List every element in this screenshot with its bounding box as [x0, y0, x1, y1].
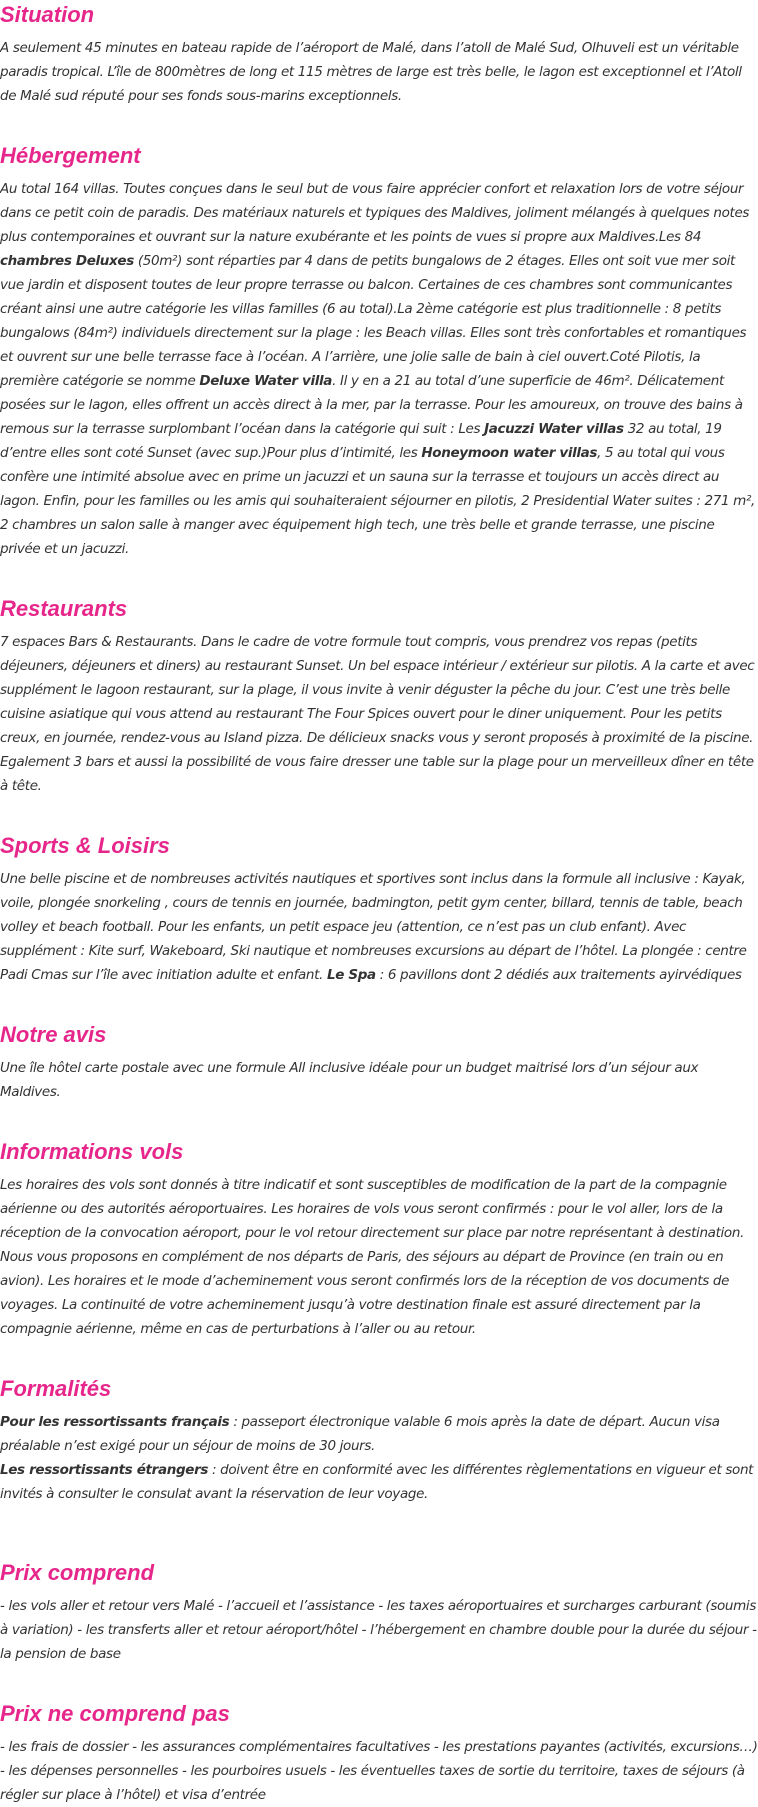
text-formalites-etrangers — [0, 1458, 758, 1506]
text-informations-vols: Les horaires des vols sont donnés à titre indicatif et sont susceptibles de modification de la part de la compagnie aérienne ou des autorités aéroportuaires. Les horaires de vols vous seront confirmés : pour le vol aller, lors de la réception de la convocation aéroport, pour le vol retour directement sur place par notre représentant à destination. Nous vous proposons en complément de nos départs de Paris, des séjours au départ de Province (en train ou en avion). Les horaires et le mode d’acheminement vous seront confirmés lors de la réception de vos documents de voyages. La continuité de votre acheminement jusqu’à votre destination finale est assuré directement par la compagnie aérienne, même en cas de perturbations à l’aller ou au retour. — [0, 1177, 744, 1337]
text-hebergement-bold-jacuzzi: Jacuzzi Water villas — [484, 421, 624, 437]
section-hebergement — [0, 141, 758, 561]
heading-hebergement: Hébergement — [0, 143, 141, 168]
text-sports-part1: Une belle piscine et de nombreuses activités nautiques et sportives sont inclus dans la formule all inclusive : Kayak, voile, plongée snorkeling , cours de tennis en journée, badmington, petit gym center, billard, tennis de table, beach volley et beach football. Pour les enfants, un petit espace jeu (attention, ce n’est pas un club enfant). Avec supplément : Kite surf, Wakeboard, Ski nautique et nombreuses excursions au départ de l’hôtel. La plongée : centre Padi Cmas sur l’île avec initiation adulte et enfant. — [0, 871, 747, 983]
heading-prix-comprend: Prix comprend — [0, 1560, 155, 1585]
heading-notre-avis: Notre avis — [0, 1022, 107, 1047]
text-formalites-bold-etrangers: Les ressortissants étrangers — [0, 1462, 209, 1478]
text-hebergement-part5: , 5 au total qui vous confère une intimité absolue avec en prime un jacuzzi et un sauna sur la terrasse et toujours un accès direct au lagon. Enfin, pour les familles ou les amis qui souhaiteraient séjourner en pilotis, 2 Presidential Water suites : 271 m², 2 chambres un salon salle à manger avec équipement high tech, une très belle et grande terrasse, une piscine privée et un jacuzzi. — [0, 445, 755, 557]
heading-restaurants: Restaurants — [0, 596, 128, 621]
text-sports-bold-spa: Le Spa — [326, 967, 376, 983]
text-hebergement-part3: . Il y en a 21 au total d’une superficie de 46m². Délicatement posées sur le lagon, elles offrent un accès direct à la mer, par la terrasse. Pour les amoureux, on trouve des bains à remous sur la terrasse surplombant l’océan dans la catégorie qui suit : Les — [0, 373, 743, 437]
text-formalites-part1: : passeport électronique valable 6 mois après la date de départ. Aucun visa préalable n’est exigé pour un séjour de moins de 30 jours. — [0, 1414, 720, 1454]
text-hebergement-part1: Au total 164 villas. Toutes conçues dans le seul but de vous faire apprécier confort et relaxation lors de votre séjour dans ce petit coin de paradis. Des matériaux naturels et typiques des Maldives, joliment mélangés à quelques notes plus contemporaines et ouvrant sur la nature exubérante et les points de vues si propre aux Maldives.Les 84 — [0, 181, 750, 245]
text-hebergement — [0, 177, 758, 561]
text-hebergement-bold-chambres: chambres Deluxes — [0, 253, 134, 269]
text-formalites-francais — [0, 1410, 758, 1458]
text-notre-avis: Une île hôtel carte postale avec une formule All inclusive idéale pour un budget maitrisé lors d’un séjour aux Maldives. — [0, 1060, 699, 1100]
text-hebergement-part2: (50m²) sont réparties par 4 dans de petits bungalows de 2 étages. Elles ont soit vue mer soit vue jardin et disposent toutes de leur propre terrasse ou balcon. Certaines de ces chambres sont communicantes créant ainsi une autre catégorie les villas familles (6 au total).La 2ème catégorie est plus traditionnelle : 8 petits bungalows (84m²) individuels directement sur la plage : les Beach villas. Elles sont très confortables et romantiques et ouvrent sur une belle terrasse face à l’océan. A l’arrière, une jolie salle de bain à ciel ouvert.Coté Pilotis, la première catégorie se nomme — [0, 253, 747, 389]
section-informations-vols — [0, 1137, 758, 1341]
section-restaurants — [0, 594, 758, 798]
heading-formalites: Formalités — [0, 1376, 112, 1401]
heading-sports-loisirs: Sports & Loisirs — [0, 833, 170, 858]
text-situation: A seulement 45 minutes en bateau rapide de l’aéroport de Malé, dans l’atoll de Malé Sud, Olhuveli est un véritable paradis tropical. L’île de 800mètres de long et 115 mètres de large est très belle, le lagon est exceptionnel et l’Atoll de Malé sud réputé pour ses fonds sous-marins exceptionnels. — [0, 40, 742, 104]
text-hebergement-bold-deluxe-water: Deluxe Water villa — [199, 373, 333, 389]
section-sports-loisirs — [0, 831, 758, 987]
text-restaurants: 7 espaces Bars & Restaurants. Dans le cadre de votre formule tout compris, vous prendrez vos repas (petits déjeuners, déjeuners et diners) au restaurant Sunset. Un bel espace intérieur / extérieur sur pilotis. A la carte et avec supplément le lagoon restaurant, sur la plage, il vous invite à venir déguster la pêche du jour. C’est une très belle cuisine asiatique qui vous attend au restaurant The Four Spices ouvert pour le diner uniquement. Pour les petits creux, en journée, rendez-vous au Island pizza. De délicieux snacks vous y seront proposés à proximité de la piscine. Egalement 3 bars et aussi la possibilité de vous faire dresser une table sur la plage pour un merveilleux dîner en tête à tête. — [0, 634, 755, 794]
section-prix-ne-comprend-pas — [0, 1699, 758, 1807]
text-formalites-bold-francais: Pour les ressortissants français — [0, 1414, 230, 1430]
text-sports-part2: : 6 pavillons dont 2 dédiés aux traitements ayirvédiques — [375, 967, 742, 983]
section-prix-comprend — [0, 1558, 758, 1666]
section-formalites — [0, 1374, 758, 1506]
heading-situation: Situation — [0, 2, 95, 27]
text-prix-comprend: - les vols aller et retour vers Malé - l’accueil et l’assistance - les taxes aéroportuaires et surcharges carburant (soumis à variation) - les transferts aller et retour aéroport/hôtel - l’hébergement en chambre double pour la durée du séjour - la pension de base — [0, 1598, 757, 1662]
section-notre-avis — [0, 1020, 758, 1104]
text-hebergement-bold-honeymoon: Honeymoon water villas — [421, 445, 598, 461]
text-prix-ne-comprend-pas: - les frais de dossier - les assurances complémentaires facultatives - les prestations payantes (activités, excursions…) - les dépenses personnelles - les pourboires usuels - les éventuelles taxes de sortie du territoire, taxes de séjours (à régler sur place à l’hôtel) et visa d’entrée — [0, 1739, 758, 1803]
heading-informations-vols: Informations vols — [0, 1139, 184, 1164]
text-sports-loisirs — [0, 867, 758, 987]
heading-prix-ne-comprend-pas: Prix ne comprend pas — [0, 1701, 230, 1726]
text-hebergement-part4: 32 au total, 19 d’entre elles sont coté Sunset (avec sup.)Pour plus d’intimité, les — [0, 421, 722, 461]
section-situation — [0, 0, 758, 108]
text-formalites-part2: : doivent être en conformité avec les différentes règlementations en vigueur et sont invités à consulter le consulat avant la réservation de leur voyage. — [0, 1462, 754, 1502]
